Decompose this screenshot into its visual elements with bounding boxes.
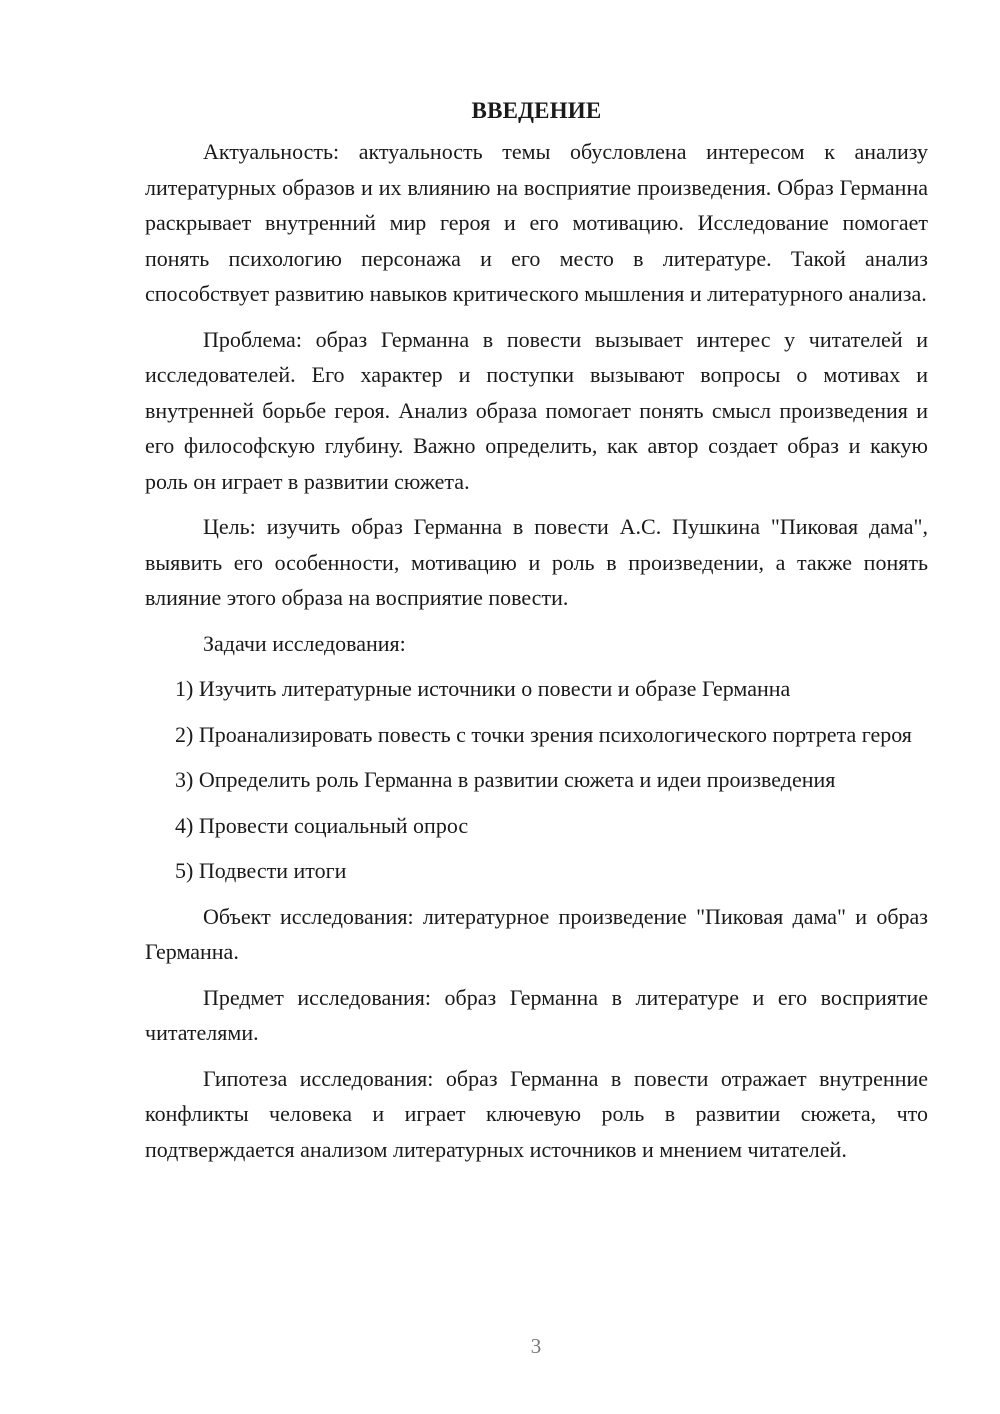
hypothesis-paragraph: Гипотеза исследования: образ Германна в повести отражает внутренние конфликты человека и играет ключевую роль в развитии сюжета, что подтверждается анализом литературных источников и мнением читателей. (145, 1065, 928, 1162)
subject-paragraph: Предмет исследования: образ Германна в литературе и его восприятие читателями. (145, 984, 928, 1045)
task-item-1: 1) Изучить литературные источники о повести и образе Германна (175, 676, 791, 701)
object-paragraph: Объект исследования: литературное произведение "Пиковая дама" и образ Германна. (145, 903, 928, 964)
tasks-heading: Задачи исследования: (203, 630, 406, 656)
goal-paragraph: Цель: изучить образ Германна в повести А.С. Пушкина "Пиковая дама", выявить его особенности, мотивацию и роль в произведении, а также понять влияние этого образа на восприятие повести. (145, 514, 928, 610)
task-item-3: 3) Определить роль Германна в развитии сюжета и идеи произведения (175, 767, 836, 792)
task-item-4: 4) Провести социальный опрос (175, 812, 469, 838)
task-item-5: 5) Подвести итоги (175, 858, 347, 883)
problem-paragraph: Проблема: образ Германна в повести вызывает интерес у читателей и исследователей. Его характер и поступки вызывают вопросы о мотивах и внутренней борьбе героя. Анализ образа помогает понять смысл произведения и его философскую глубину. Важно определить, как автор создает образ и какую роль он играет в развитии сюжета. (145, 326, 928, 494)
task-item-2: 2) Проанализировать повесть с точки зрения психологического портрета героя (175, 721, 912, 747)
document-page (145, 96, 928, 1177)
page-number: 3 (530, 1334, 542, 1358)
page-title: ВВЕДЕНИЕ (471, 98, 602, 123)
relevance-paragraph: Актуальность: актуальность темы обусловлена интересом к анализу литературных образов и их влиянию на восприятие произведения. Образ Германна раскрывает внутренний мир героя и его мотивацию. Исследование помогает понять психологию персонажа и его место в литературе. Такой анализ способствует развитию навыков критического мышления и литературного анализа. (145, 139, 928, 306)
